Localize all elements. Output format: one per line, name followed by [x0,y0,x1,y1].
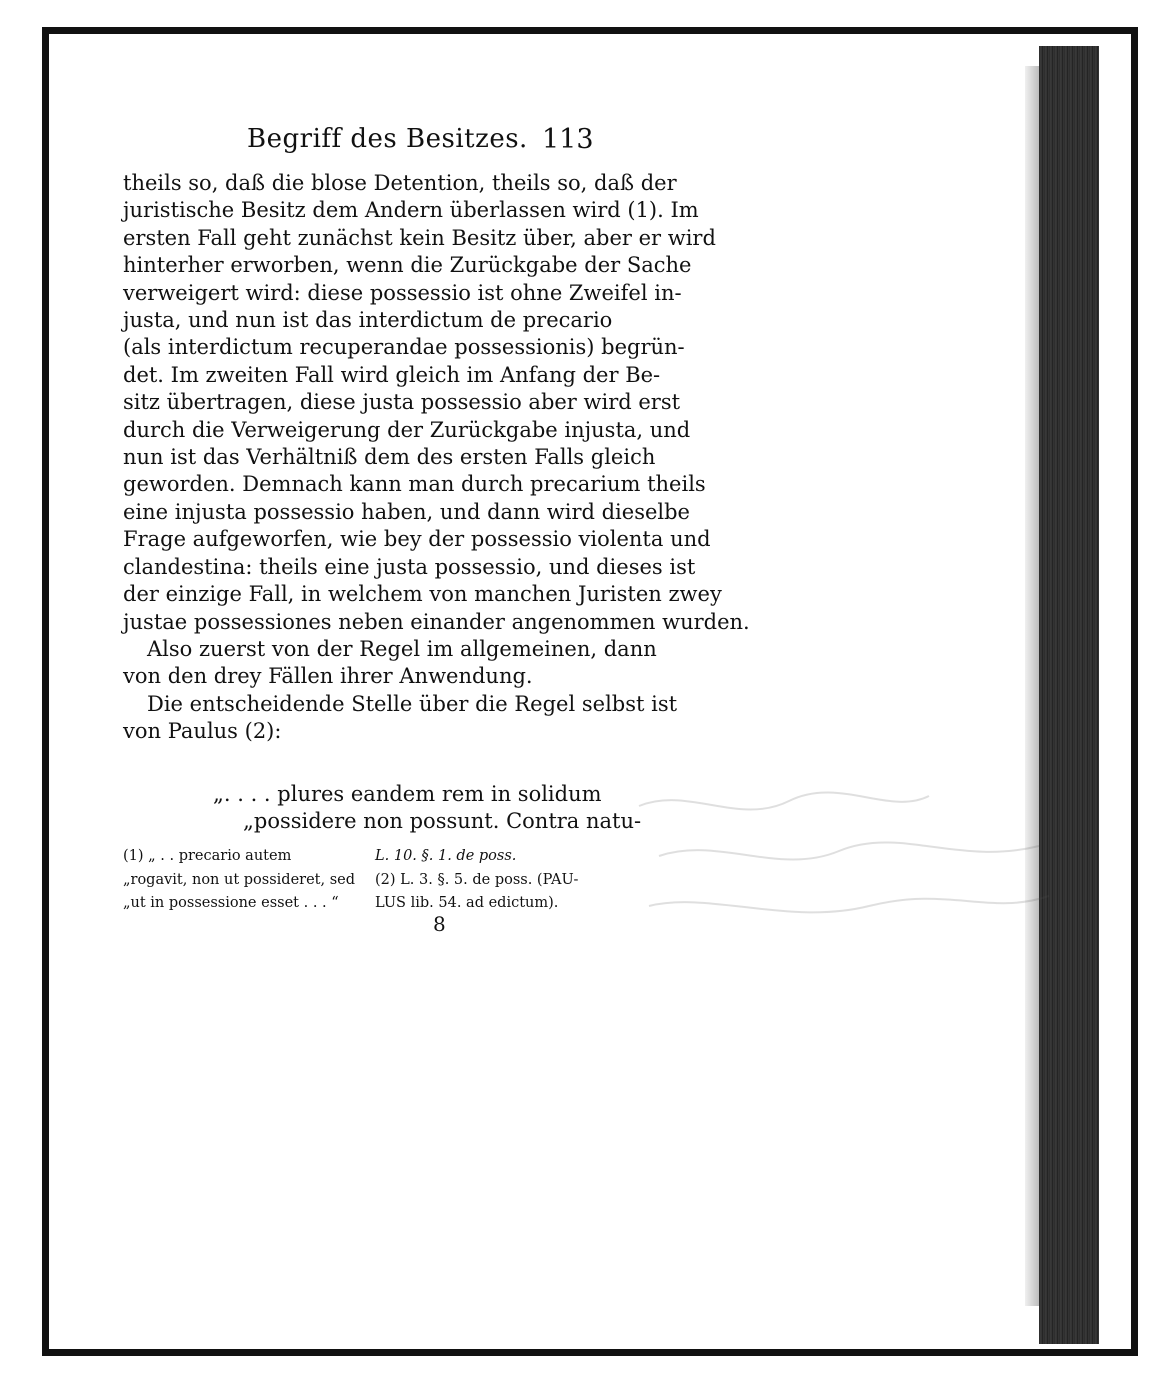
text-line: von Paulus (2): [123,719,282,744]
signature-mark: 8 [433,912,446,936]
text-line: durch die Verweigerung der Zurückgabe injusta, und [123,417,691,442]
scan-frame [42,27,1138,1356]
text-line: ersten Fall geht zunächst kein Besitz über, aber er wird [123,225,716,250]
header-title: Begriff des Besitzes. [247,124,528,154]
page-number: 113 [542,124,594,155]
footnote-2-line-2: LUS lib. 54. ad edictum). [375,895,559,911]
text-line: justa, und nun ist das interdictum de precario [123,308,613,333]
text-line: eine injusta possessio haben, und dann wird dieselbe [123,499,690,524]
body-text [123,170,750,746]
footnote-1-line-2: „rogavit, non ut possideret, sed [123,872,356,888]
text-line: theils so, daß die blose Detention, theils so, daß der [123,171,677,195]
text-line: justae possessiones neben einander angenommen wurden. [123,609,750,634]
footnote-1-reference: L. 10. §. 1. de poss. [375,848,517,864]
text-line: nun ist das Verhältniß dem des ersten Falls gleich [123,445,656,470]
footnote-1-line-3: „ut in possessione esset . . . “ [123,895,339,911]
book-edge [1039,46,1099,1344]
quote-line-1: „. . . . plures eandem rem in solidum [213,782,602,806]
quote-line-2: „possidere non possunt. Contra natu- [243,809,642,833]
text-line: sitz übertragen, diese justa possessio aber wird erst [123,390,681,415]
book-page [69,46,1099,1344]
text-line: der einzige Fall, in welchem von manchen Juristen zwey [123,582,722,607]
footnote-2-line-1: (2) L. 3. §. 5. de poss. (PAU- [375,872,579,888]
footnote-1-line-1: (1) „ . . precario autem [123,848,292,864]
text-line: hinterher erworben, wenn die Zurückgabe der Sache [123,253,692,278]
text-line: geworden. Demnach kann man durch precarium theils [123,472,706,497]
text-line: Also zuerst von der Regel im allgemeinen, dann [147,636,657,661]
text-line: verweigert wird: diese possessio ist ohne Zweifel in- [123,280,682,305]
text-line: von den drey Fällen ihrer Anwendung. [123,664,533,689]
text-line: Frage aufgeworfen, wie bey der possessio violenta und [123,527,711,552]
text-line: (als interdictum recuperandae possessionis) begrün- [123,335,685,360]
show-through-marks [629,766,1059,966]
text-line: det. Im zweiten Fall wird gleich im Anfang der Be- [123,362,661,387]
text-line: Die entscheidende Stelle über die Regel selbst ist [147,691,678,716]
page-edge-shadow [1025,66,1039,1306]
text-line: juristische Besitz dem Andern überlassen wird (1). Im [123,198,699,223]
text-line: clandestina: theils eine justa possessio, und dieses ist [123,554,696,579]
